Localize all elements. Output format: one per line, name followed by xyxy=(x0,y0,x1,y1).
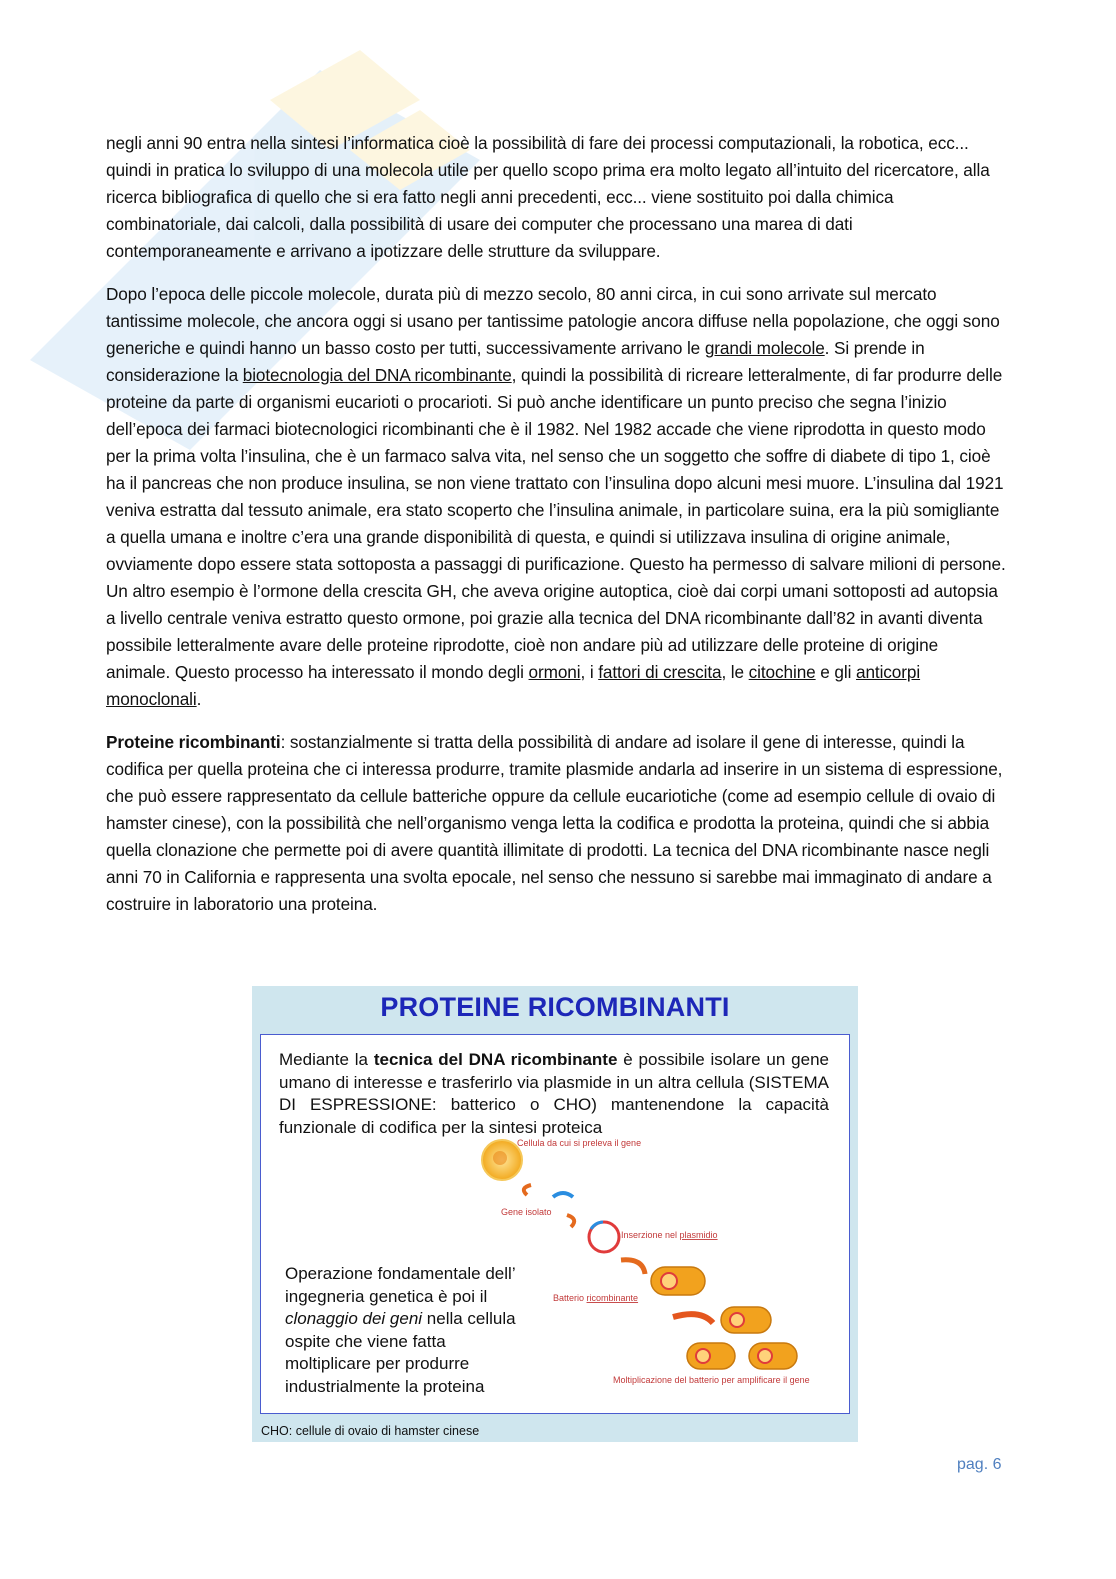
text: . xyxy=(196,689,202,709)
page-number: pag. 6 xyxy=(957,1456,1002,1473)
paragraph-1: negli anni 90 entra nella sintesi l’informatica cioè la possibilità di fare dei processi computazionali, la robotica, ecc... quindi in pratica lo sviluppo di una molecola utile per quello scopo prima era molto legato all’intuito del ricercatore, alla ricerca bibliografica di quello che si era fatto negli anni precedenti, ecc... viene sostituito poi dalla chimica combinatoriale, dai calcoli, dalla possibilità di usare dei computer che processano una marea di dati contemporaneamente e arrivano a ipotizzare delle strutture da sviluppare. xyxy=(106,133,990,261)
gene-fragment-icon xyxy=(553,1193,573,1197)
italic-text: clonaggio dei geni xyxy=(285,1309,423,1328)
link-citochine[interactable]: citochine xyxy=(748,662,816,682)
link-biotecnologia[interactable]: biotecnologia del DNA ricombinante xyxy=(242,365,512,385)
document-body xyxy=(106,130,1006,934)
figure-footnote: CHO: cellule di ovaio di hamster cinese xyxy=(261,1424,480,1438)
label-multiplication: Moltiplicazione del batterio per amplificare il gene xyxy=(613,1375,810,1385)
text: Dopo l’epoca delle piccole molecole, durata più di mezzo secolo, 80 anni circa, in cui sono arrivate sul mercato tantissime molecole, che ancora oggi si usano per tantissime patologie ancora diffuse nella popolazione, che oggi sono generiche e quindi hanno un basso costo per tutti, successivamente arrivano le xyxy=(106,284,1000,358)
text: , quindi la possibilità di ricreare letteralmente, di far produrre delle proteine da parte di organismi eucarioti o procarioti. Si può anche identificare un punto preciso che segna l’inizio dell’epoca dei farmaci biotecnologici ricombinanti che è il 1982. Nel 1982 accade che viene riprodotta in questo modo per la prima volta l’insulina, che è un farmaco salva vita, nel senso che un soggetto che soffre di diabete di tipo 1, cioè ha il pancreas che non produce insulina, se non viene trattato con l’insulina dopo alcuni mesi muore. L’insulina dal 1921 veniva estratta dal tessuto animale, era stato scoperto che l’insulina animale, in particolare suina, era la più somigliante a quella umana e inoltre c’era una grande disponibilità di questa, e quindi si utilizzava insulina di origine animale, ovviamente dopo essere stata sottoposta a passaggi di purificazione. Questo ha permesso di salvare milioni di persone. Un altro esempio è l’ormone della crescita GH, che aveva origine autoptica, cioè dai corpi umani sottoposti ad autopsia a livello centrale veniva estratto questo ormone, poi grazie alla tecnica del DNA ricombinante dall’82 in avanti diventa possibile letteralmente avare delle proteine riprodotte, cioè non andare più ad utilizzare delle proteine di origine animale. Questo processo ha interessato il mondo degli xyxy=(106,365,1006,682)
link-grandi-molecole[interactable]: grandi molecole xyxy=(704,338,825,358)
figure-content-box xyxy=(260,1034,850,1414)
figure-operation-text xyxy=(285,1263,535,1398)
arrow-icon xyxy=(673,1314,713,1323)
bold-text: tecnica del DNA ricombinante xyxy=(373,1050,618,1069)
paragraph-2 xyxy=(106,281,1006,713)
label-cell: Cellula da cui si preleva il gene xyxy=(517,1138,642,1148)
text: , le xyxy=(721,662,749,682)
label-bacterium: Batterio ricombinante xyxy=(553,1293,639,1303)
link-anticorpi-monoclonali[interactable]: anticorpi monoclonali xyxy=(106,662,921,709)
label-gene: Gene isolato xyxy=(501,1207,552,1217)
text: Mediante la xyxy=(279,1050,374,1069)
figure-title: PROTEINE RICOMBINANTI xyxy=(380,992,730,1022)
text: , i xyxy=(580,662,599,682)
text: Operazione fondamentale dell’ ingegneria genetica è poi il xyxy=(285,1264,515,1306)
text: e gli xyxy=(815,662,856,682)
label-insert: Inserzione nel plasmidio xyxy=(621,1230,718,1240)
arrow-icon xyxy=(567,1215,574,1227)
text: nella cellula ospite che viene fatta moltiplicare per produrre industrialmente la proteina xyxy=(285,1309,516,1396)
link-ormoni[interactable]: ormoni xyxy=(528,662,581,682)
text: è possibile isolare un gene umano di interesse e trasferirlo via plasmide in un altra cellula (SISTEMA DI ESPRESSIONE: batterico o CHO) mantenendone la capacità funzionale di codifica per la sintesi proteica xyxy=(279,1050,829,1137)
arrow-icon xyxy=(524,1185,531,1195)
arrow-icon xyxy=(621,1260,645,1274)
figure-intro-text xyxy=(279,1049,829,1139)
figure-slide xyxy=(252,986,858,1442)
text: : sostanzialmente si tratta della possibilità di andare ad isolare il gene di interesse, quindi la codifica per quella proteina che ci interessa produrre, tramite plasmide andarla ad inserire in un sistema di espressione, che può essere rappresentato da cellule batteriche oppure da cellule eucariotiche (come ad esempio cellule di ovaio di hamster cinese), con la possibilità che nell’organismo venga letta la codifica e prodotta la proteina, quindi che si abbia quella clonazione che permette poi di avere quantità illimitate di prodotti. La tecnica del DNA ricombinante nasce negli anni 70 in California e rappresenta una svolta epocale, nel senso che nessuno si sarebbe mai immaginato di andare a costruire in laboratorio una proteina. xyxy=(106,732,1003,914)
link-fattori-di-crescita[interactable]: fattori di crescita xyxy=(598,662,722,682)
term-proteine-ricombinanti: Proteine ricombinanti xyxy=(106,732,281,752)
bacterium-icon xyxy=(721,1307,771,1333)
text: . Si prende in considerazione la xyxy=(106,338,925,385)
paragraph-3 xyxy=(106,729,1006,918)
